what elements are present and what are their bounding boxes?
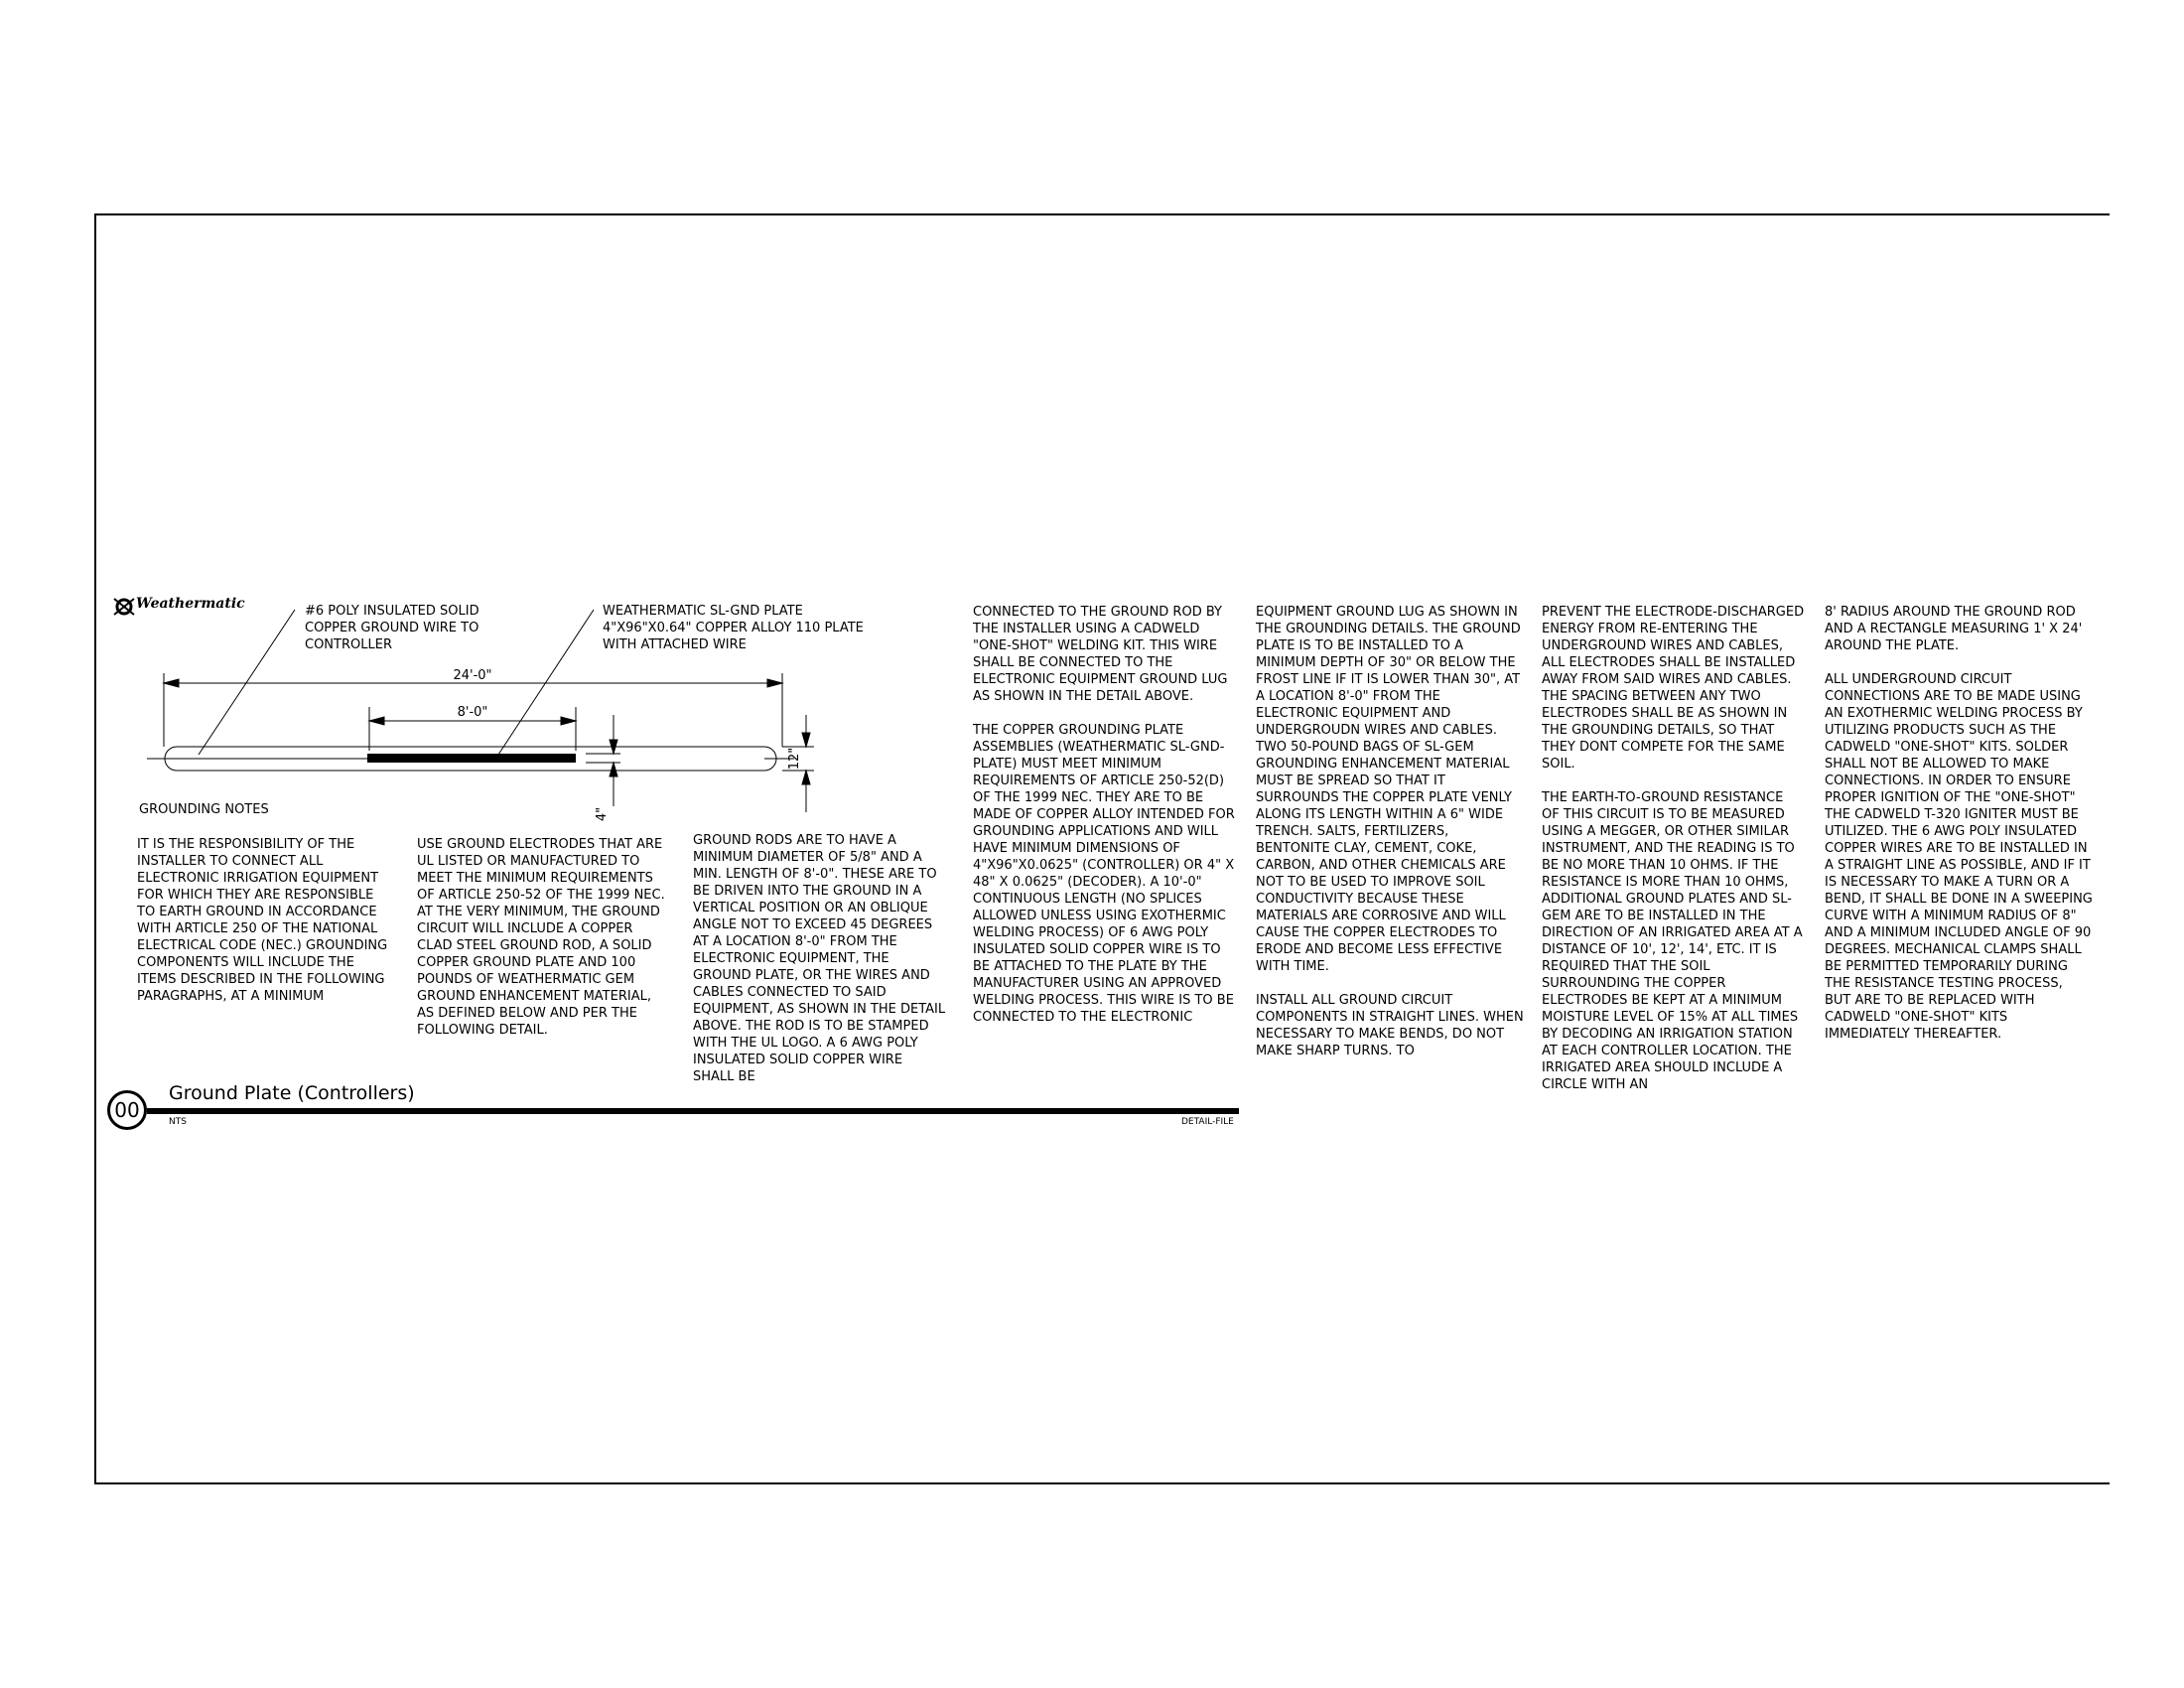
width-dimension [586,715,620,806]
notes-column-6 [1542,604,1805,1110]
plate-callout: WEATHERMATIC SL-GND PLATE 4"X96"X0.64" COPPER ALLOY 110 PLATE WITH ATTACHED WIRE [603,604,864,652]
notes-column-1 [137,836,390,1022]
wire-callout: #6 POLY INSULATED SOLID COPPER GROUND WIRE TO CONTROLLER [305,604,479,652]
notes-column-5 [1256,604,1524,1076]
detail-number: 00 [114,1098,140,1122]
grounding-notes-title: GROUNDING NOTES [139,802,269,817]
note-paragraph: IT IS THE RESPONSIBILITY OF THE INSTALLER TO CONNECT ALL ELECTRONIC IRRIGATION EQUIPMENT FOR WHICH THEY ARE RESPONSIBLE TO EARTH GROUND IN ACCORDANCE WITH ARTICLE 250 OF THE NATIONAL ELECTRICAL CODE (NEC.) GROUNDING COMPONENTS WILL INCLUDE THE ITEMS DESCRIBED IN THE FOLLOWING PARAGRAPHS, AT A MINIMUM [137,837,388,1004]
note-paragraph: ALL UNDERGROUND CIRCUIT CONNECTIONS ARE TO BE MADE USING AN EXOTHERMIC WELDING PROCESS BY UTILIZING PRODUCTS SUCH AS THE CADWELD "ONE-SHOT" KITS. SOLDER SHALL NOT BE ALLOWED TO MAKE CONNECTIONS. IN ORDER TO ENSURE PROPER IGNITION OF THE "ONE-SHOT" THE CADWELD T-320 IGNITER MUST BE UTILIZED. THE 6 AWG POLY INSULATED COPPER WIRES ARE TO BE INSTALLED IN A STRAIGHT LINE AS POSSIBLE, AND IF IT IS NECESSARY TO MAKE A TURN OR A BEND, IT SHALL BE DONE IN A SWEEPING CURVE WITH A MINIMUM RADIUS OF 8" AND A MINIMUM INCLUDED ANGLE OF 90 DEGREES. MECHANICAL CLAMPS SHALL BE PERMITTED TEMPORARILY DURING THE RESISTANCE TESTING PROCESS, BUT ARE TO BE REPLACED WITH CADWELD "ONE-SHOT" KITS IMMEDIATELY THEREAFTER. [1825,672,2093,1042]
logo-text: Weathermatic [136,596,245,612]
note-paragraph: EQUIPMENT GROUND LUG AS SHOWN IN THE GROUNDING DETAILS. THE GROUND PLATE IS TO BE INSTALLED TO A MINIMUM DEPTH OF 30" OR BELOW THE FROST LINE IF IT IS LOWER THAN 30", AT A LOCATION 8'-0" FROM THE ELECTRONIC EQUIPMENT AND UNDERGROUDN WIRES AND CABLES. TWO 50-POUND BAGS OF SL-GEM GROUNDING ENHANCEMENT MATERIAL MUST BE SPREAD SO THAT IT SURROUNDS THE COPPER PLATE VENLY ALONG ITS LENGTH WITHIN A 6" WIDE TRENCH. SALTS, FERTILIZERS, BENTONITE CLAY, CEMENT, COKE, CARBON, AND OTHER CHEMICALS ARE NOT TO BE USED TO IMPROVE SOIL CONDUCTIVITY BECAUSE THESE MATERIALS ARE CORROSIVE AND WILL CAUSE THE COPPER ELECTRODES TO ERODE AND BECOME LESS EFFECTIVE WITH TIME. [1256,605,1521,974]
notes-column-3 [693,832,946,1102]
detail-title: Ground Plate (Controllers) [169,1082,415,1104]
note-paragraph: 8' RADIUS AROUND THE GROUND ROD AND A RECTANGLE MEASURING 1' X 24' AROUND THE PLATE. [1825,605,2083,653]
plate-leader-line [498,610,594,755]
overall-dimension-label: 24'-0" [453,668,492,683]
note-paragraph: PREVENT THE ELECTRODE-DISCHARGED ENERGY FROM RE-ENTERING THE UNDERGROUND WIRES AND CABLES, ALL ELECTRODES SHALL BE INSTALLED AWAY FROM SAID WIRES AND CABLES. THE SPACING BETWEEN ANY TWO ELECTRODES SHALL BE AS SHOWN IN THE GROUNDING DETAILS, SO THAT THEY DONT COMPETE FOR THE SAME SOIL. [1542,605,1805,772]
depth-dimension-label: 12" [787,747,802,771]
note-paragraph: USE GROUND ELECTRODES THAT ARE UL LISTED OR MANUFACTURED TO MEET THE MINIMUM REQUIREMENTS OF ARTICLE 250-52 OF THE 1999 NEC. AT THE VERY MINIMUM, THE GROUND CIRCUIT WILL INCLUDE A COPPER CLAD STEEL GROUND ROD, A SOLID COPPER GROUND PLATE AND 100 POUNDS OF WEATHERMATIC GEM GROUND ENHANCEMENT MATERIAL, AS DEFINED BELOW AND PER THE FOLLOWING DETAIL. [417,837,665,1038]
title-underline-bar [147,1108,1239,1114]
plate-dimension-label: 8'-0" [457,705,488,720]
copper-plate [367,754,576,763]
note-paragraph: INSTALL ALL GROUND CIRCUIT COMPONENTS IN STRAIGHT LINES. WHEN NECESSARY TO MAKE BENDS, DO NOT MAKE SHARP TURNS. TO [1256,993,1524,1058]
note-paragraph: THE COPPER GROUNDING PLATE ASSEMBLIES (WEATHERMATIC SL-GND-PLATE) MUST MEET MINIMUM REQUIREMENTS OF ARTICLE 250-52(D) OF THE 1999 NEC. THEY ARE TO BE MADE OF COPPER ALLOY INTENDED FOR GROUNDING APPLICATIONS AND WILL HAVE MINIMUM DIMENSIONS OF 4"X96"X0.0625" (CONTROLLER) OR 4" X 48" X 0.0625" (DECODER). A 10'-0" CONTINUOUS LENGTH (NO SPLICES ALLOWED UNLESS USING EXOTHERMIC WELDING PROCESS) OF 6 AWG POLY INSULATED SOLID COPPER WIRE IS TO BE ATTACHED TO THE PLATE BY THE MANUFACTURER USING AN APPROVED WELDING PROCESS. THIS WIRE IS TO BE CONNECTED TO THE ELECTRONIC [973,723,1235,1025]
note-paragraph: CONNECTED TO THE GROUND ROD BY THE INSTALLER USING A CADWELD "ONE-SHOT" WELDING KIT. THIS WIRE SHALL BE CONNECTED TO THE ELECTRONIC EQUIPMENT GROUND LUG AS SHOWN IN THE DETAIL ABOVE. [973,605,1228,704]
notes-column-2 [417,836,670,1055]
width-dimension-label: 4" [595,806,610,822]
weathermatic-logo [112,596,245,612]
detail-file-label: DETAIL-FILE [1181,1117,1234,1127]
wire-leader-line [199,610,295,755]
scale-note: NTS [169,1117,187,1127]
notes-column-7 [1825,604,2093,1059]
notes-column-4 [973,604,1236,1043]
note-paragraph: GROUND RODS ARE TO HAVE A MINIMUM DIAMETER OF 5/8" AND A MIN. LENGTH OF 8'-0". THESE ARE TO BE DRIVEN INTO THE GROUND IN A VERTICAL POSITION OR AN OBLIQUE ANGLE NOT TO EXCEED 45 DEGREES AT A LOCATION 8'-0" FROM THE ELECTRONIC EQUIPMENT, THE GROUND PLATE, OR THE WIRES AND CABLES CONNECTED TO SAID EQUIPMENT, AS SHOWN IN THE DETAIL ABOVE. THE ROD IS TO BE STAMPED WITH THE UL LOGO. A 6 AWG POLY INSULATED SOLID COPPER WIRE SHALL BE [693,833,946,1084]
note-paragraph: THE EARTH-TO-GROUND RESISTANCE OF THIS CIRCUIT IS TO BE MEASURED USING A MEGGER, OR OTHER SIMILAR INSTRUMENT, AND THE READING IS TO BE NO MORE THAN 10 OHMS. IF THE RESISTANCE IS MORE THAN 10 OHMS, ADDITIONAL GROUND PLATES AND SL-GEM ARE TO BE INSTALLED IN THE DIRECTION OF AN IRRIGATED AREA AT A DISTANCE OF 10', 12', 14', ETC. IT IS REQUIRED THAT THE SOIL SURROUNDING THE COPPER ELECTRODES BE KEPT AT A MINIMUM MOISTURE LEVEL OF 15% AT ALL TIMES BY DECODING AN IRRIGATION STATION AT EACH CONTROLLER LOCATION. THE IRRIGATED AREA SHOULD INCLUDE A CIRCLE WITH AN [1542,790,1803,1092]
detail-number-badge [107,1090,147,1130]
